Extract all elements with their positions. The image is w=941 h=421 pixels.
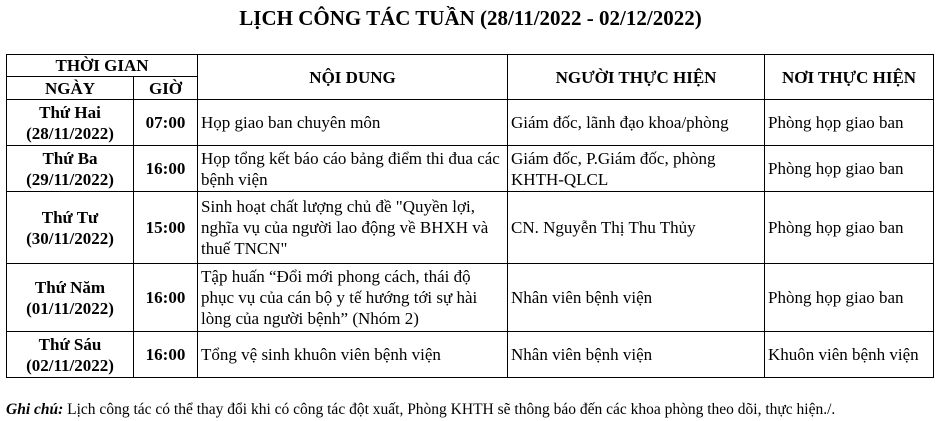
table-row: [7, 146, 934, 192]
day-cell: [7, 332, 134, 378]
content-cell: Họp tổng kết báo cáo bảng điểm thi đua các bệnh viện: [198, 146, 508, 192]
page-title: LỊCH CÔNG TÁC TUẦN (28/11/2022 - 02/12/2022): [239, 6, 702, 30]
person-cell: Nhân viên bệnh viện: [508, 332, 765, 378]
day-name: Thứ Ba: [42, 148, 98, 168]
person-cell: Giám đốc, lãnh đạo khoa/phòng: [508, 100, 765, 146]
schedule-table: [6, 54, 934, 378]
place-cell: Khuôn viên bệnh viện: [765, 332, 934, 378]
place-cell: Phòng họp giao ban: [765, 146, 934, 192]
footnote: [6, 401, 936, 419]
day-name: Thứ Hai: [39, 102, 101, 122]
time-cell: 15:00: [134, 192, 198, 264]
table-row: [7, 100, 934, 146]
day-date: (28/11/2022): [26, 123, 114, 143]
header-time-group: THỜI GIAN: [7, 55, 198, 77]
footnote-text: Lịch công tác có thể thay đổi khi có công tác đột xuất, Phòng KHTH sẽ thông báo đến các khoa phòng theo dõi, thực hiện./.: [63, 401, 836, 418]
person-cell: Nhân viên bệnh viện: [508, 264, 765, 332]
header-place: NƠI THỰC HIỆN: [765, 55, 934, 100]
place-cell: Phòng họp giao ban: [765, 264, 934, 332]
header-day: NGÀY: [7, 77, 134, 100]
person-cell: Giám đốc, P.Giám đốc, phòng KHTH-QLCL: [508, 146, 765, 192]
place-cell: Phòng họp giao ban: [765, 192, 934, 264]
content-cell: Tập huấn “Đổi mới phong cách, thái độ phục vụ của cán bộ y tế hướng tới sự hài lòng của người bệnh” (Nhóm 2): [198, 264, 508, 332]
time-cell: 16:00: [134, 332, 198, 378]
header-content: NỘI DUNG: [198, 55, 508, 100]
day-name: Thứ Năm: [34, 277, 106, 297]
day-cell: [7, 264, 134, 332]
day-date: (29/11/2022): [26, 169, 114, 189]
content-cell: Sinh hoạt chất lượng chủ đề "Quyền lợi, nghĩa vụ của người lao động về BHXH và thuế TNCN": [198, 192, 508, 264]
table-row: [7, 264, 934, 332]
day-cell: [7, 100, 134, 146]
person-cell: CN. Nguyễn Thị Thu Thủy: [508, 192, 765, 264]
day-date: (02/11/2022): [26, 355, 114, 375]
footnote-label: Ghi chú:: [6, 401, 64, 418]
day-date: (01/11/2022): [26, 298, 114, 318]
time-cell: 07:00: [134, 100, 198, 146]
table-row: [7, 192, 934, 264]
day-cell: [7, 146, 134, 192]
place-cell: Phòng họp giao ban: [765, 100, 934, 146]
content-cell: Họp giao ban chuyên môn: [198, 100, 508, 146]
time-cell: 16:00: [134, 146, 198, 192]
time-cell: 16:00: [134, 264, 198, 332]
day-name: Thứ Tư: [41, 207, 99, 227]
day-date: (30/11/2022): [26, 228, 114, 248]
day-name: Thứ Sáu: [38, 334, 102, 354]
header-hour: GIỜ: [134, 77, 198, 100]
table-row: [7, 332, 934, 378]
header-person: NGƯỜI THỰC HIỆN: [508, 55, 765, 100]
content-cell: Tổng vệ sinh khuôn viên bệnh viện: [198, 332, 508, 378]
day-cell: [7, 192, 134, 264]
